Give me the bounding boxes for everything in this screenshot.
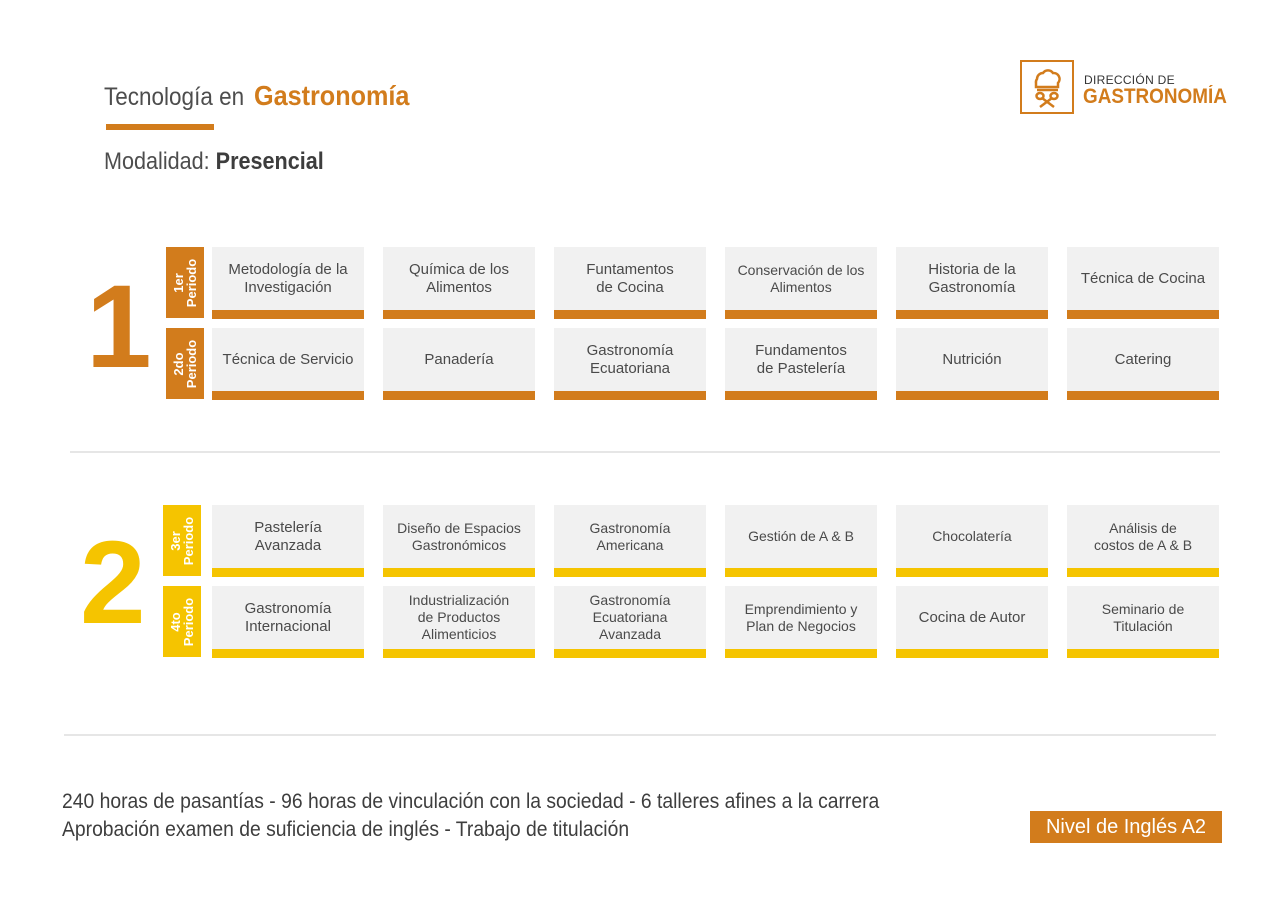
- course-bar: [896, 310, 1048, 319]
- course-label: Panadería: [424, 350, 494, 368]
- course-label: Gastronomía Ecuatoriana: [586, 341, 674, 377]
- course-bar: [554, 310, 706, 319]
- course-card: [383, 586, 535, 658]
- logo-small-text: DIRECCIÓN DE: [1084, 73, 1175, 87]
- course-label: Nutrición: [942, 350, 1002, 368]
- course-card: [212, 586, 364, 658]
- course-label: Metodología de la Investigación: [228, 260, 348, 296]
- section-divider: [64, 734, 1216, 736]
- course-label: Emprendimiento y Plan de Negocios: [744, 600, 858, 634]
- course-label: Industrialización de Productos Alimenticios: [408, 592, 510, 642]
- course-label: Técnica de Servicio: [222, 350, 354, 368]
- course-card: [1067, 247, 1219, 319]
- modality: [104, 148, 324, 176]
- course-label: Química de los Alimentos: [408, 260, 510, 296]
- course-card: [725, 586, 877, 658]
- title-underline: [106, 124, 214, 130]
- period-tab-4: [163, 586, 201, 657]
- course-card: [554, 586, 706, 658]
- course-bar: [1067, 391, 1219, 400]
- course-label: Gastronomía Internacional: [244, 599, 332, 635]
- course-bar: [383, 391, 535, 400]
- title-emphasis: Gastronomía: [253, 80, 410, 111]
- modality-value: Presencial: [215, 148, 324, 175]
- course-bar: [725, 568, 877, 577]
- course-bar: [212, 568, 364, 577]
- course-bar: [383, 310, 535, 319]
- course-bar: [1067, 649, 1219, 658]
- course-card: [212, 328, 364, 400]
- course-label: Técnica de Cocina: [1080, 269, 1206, 287]
- course-card: [383, 328, 535, 400]
- course-card: [554, 505, 706, 577]
- year-2-number: 2: [80, 517, 146, 649]
- course-label: Gastronomía Ecuatoriana Avanzada: [589, 592, 671, 642]
- period-tab-2: [166, 328, 204, 399]
- course-bar: [896, 568, 1048, 577]
- course-bar: [1067, 310, 1219, 319]
- course-label: Conservación de los Alimentos: [737, 261, 865, 295]
- period-tab-1: [166, 247, 204, 318]
- period-1-label: 1er Periodo: [171, 258, 199, 307]
- requirements-line-1: 240 horas de pasantías - 96 horas de vinculación con la sociedad - 6 talleres afines a la carrera: [62, 790, 880, 813]
- course-card: [554, 247, 706, 319]
- course-card: [1067, 328, 1219, 400]
- course-bar: [554, 649, 706, 658]
- course-bar: [383, 649, 535, 658]
- course-card: [383, 247, 535, 319]
- chef-hat-spoons-icon: [1020, 60, 1074, 114]
- course-bar: [725, 310, 877, 319]
- course-label: Chocolatería: [932, 528, 1012, 544]
- course-label: Historia de la Gastronomía: [928, 260, 1016, 296]
- course-label: Diseño de Espacios Gastronómicos: [397, 519, 521, 553]
- english-level-badge: Nivel de Inglés A2: [1030, 811, 1222, 843]
- course-bar: [212, 310, 364, 319]
- course-card: [896, 328, 1048, 400]
- period-tab-3: [163, 505, 201, 576]
- course-label: Catering: [1114, 350, 1172, 368]
- period-3-label: 3er Periodo: [168, 516, 196, 565]
- course-label: Seminario de Titulación: [1101, 600, 1185, 634]
- course-card: [1067, 586, 1219, 658]
- logo-big-text: GASTRONOMÍA: [1083, 85, 1227, 108]
- requirements-line-2: Aprobación examen de suficiencia de inglés - Trabajo de titulación: [62, 818, 630, 841]
- page-title: [104, 80, 409, 112]
- course-bar: [212, 649, 364, 658]
- course-card: [1067, 505, 1219, 577]
- course-bar: [896, 391, 1048, 400]
- course-label: Gastronomía Americana: [589, 519, 671, 553]
- course-label: Pastelería Avanzada: [254, 518, 322, 554]
- course-label: Análisis de costos de A & B: [1093, 519, 1193, 553]
- course-label: Gestión de A & B: [748, 528, 854, 544]
- period-2-label: 2do Periodo: [171, 339, 199, 388]
- course-card: [554, 328, 706, 400]
- year-1-number: 1: [86, 261, 152, 393]
- period-4-label: 4to Periodo: [168, 597, 196, 646]
- course-card: [896, 247, 1048, 319]
- course-label: Funtamentos de Cocina: [586, 260, 674, 296]
- course-bar: [212, 391, 364, 400]
- course-card: [896, 505, 1048, 577]
- course-bar: [554, 391, 706, 400]
- course-card: [725, 505, 877, 577]
- course-card: [383, 505, 535, 577]
- course-label: Fundamentos de Pastelería: [755, 341, 847, 377]
- section-divider: [70, 451, 1220, 453]
- course-bar: [383, 568, 535, 577]
- course-bar: [725, 391, 877, 400]
- course-bar: [896, 649, 1048, 658]
- course-bar: [554, 568, 706, 577]
- course-bar: [1067, 568, 1219, 577]
- course-card: [212, 505, 364, 577]
- course-card: [725, 247, 877, 319]
- modality-label: Modalidad:: [104, 148, 210, 175]
- course-bar: [725, 649, 877, 658]
- course-card: [896, 586, 1048, 658]
- course-card: [725, 328, 877, 400]
- course-label: Cocina de Autor: [918, 608, 1026, 626]
- course-card: [212, 247, 364, 319]
- title-prefix: Tecnología en: [104, 83, 245, 111]
